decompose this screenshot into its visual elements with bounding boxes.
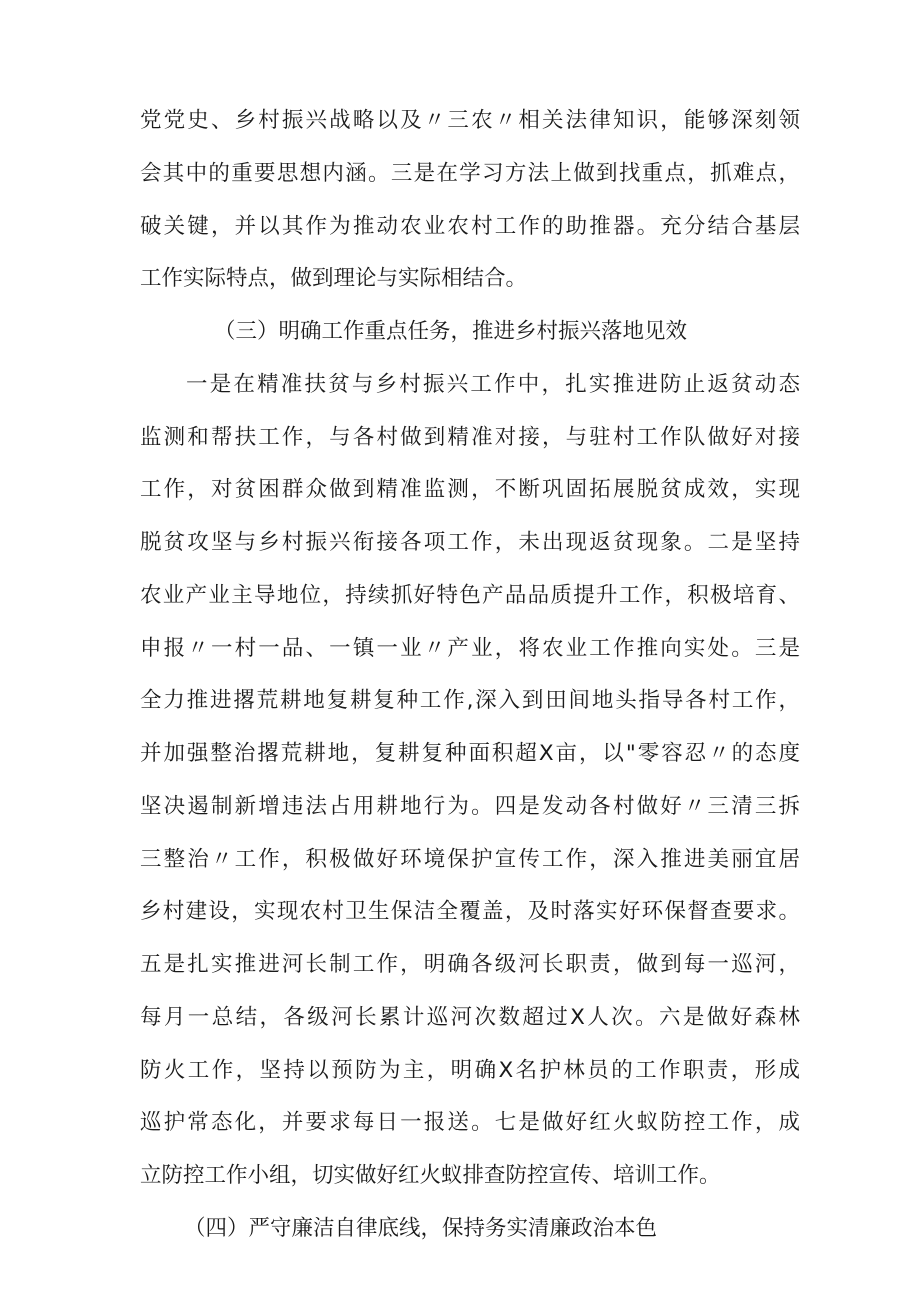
paragraph-line: 会其中的重要思想内涵。三是在学习方法上做到找重点，抓难点， xyxy=(140,161,800,186)
paragraph-line: 立防控工作小组，切实做好红火蚁排查防控宣传、培训工作。 xyxy=(140,1163,721,1188)
paragraph-line: 申报〃一村一品、一镇一业〃产业，将农业工作推向实处。三是 xyxy=(140,636,800,661)
paragraph-line: 工作，对贫困群众做到精准监测，不断巩固拓展脱贫成效，实现 xyxy=(140,477,800,502)
section-heading-3: （三）明确工作重点任务，推进乡村振兴落地见效 xyxy=(214,319,688,344)
paragraph-line: 全力推进撂荒耕地复耕复种工作,深入到田间地头指导各村工作， xyxy=(140,688,800,713)
paragraph-line: 监测和帮扶工作，与各村做到精准对接，与驻村工作队做好对接 xyxy=(140,425,800,450)
paragraph-line: 巡护常态化，并要求每日一报送。七是做好红火蚁防控工作，成 xyxy=(140,1110,800,1135)
paragraph-line: 防火工作，坚持以预防为主，明确X名护林员的工作职责，形成 xyxy=(140,1058,800,1083)
paragraph-line: 每月一总结，各级河长累计巡河次数超过X人次。六是做好森林 xyxy=(140,1005,800,1030)
paragraph-line: 党党史、乡村振兴战略以及〃三农〃相关法律知识，能够深刻领 xyxy=(140,108,800,133)
paragraph-line: 并加强整治撂荒耕地，复耕复种面积超X亩，以"零容忍〃的态度 xyxy=(140,741,800,766)
section-heading-4: （四）严守廉洁自律底线，保持务实清廉政治本色 xyxy=(184,1216,658,1241)
paragraph-line: 脱贫攻坚与乡村振兴衔接各项工作，未出现返贫现象。二是坚持 xyxy=(140,530,800,555)
paragraph-line: 坚决遏制新增违法占用耕地行为。四是发动各村做好〃三清三拆 xyxy=(140,794,800,819)
paragraph-line: 破关键，并以其作为推动农业农村工作的助推器。充分结合基层 xyxy=(140,214,800,239)
paragraph-line: 乡村建设，实现农村卫生保洁全覆盖，及时落实好环保督查要求。 xyxy=(140,899,800,924)
paragraph-line: 农业产业主导地位，持续抓好特色产品品质提升工作，积极培育、 xyxy=(140,583,800,608)
paragraph-line: 五是扎实推进河长制工作，明确各级河长职责，做到每一巡河， xyxy=(140,952,800,977)
paragraph-line: 三整治〃工作，积极做好环境保护宣传工作，深入推进美丽宜居 xyxy=(140,847,800,872)
paragraph-line: 工作实际特点，做到理论与实际相结合。 xyxy=(140,266,528,291)
paragraph-line: 一是在精准扶贫与乡村振兴工作中，扎实推进防止返贫动态 xyxy=(186,372,800,397)
